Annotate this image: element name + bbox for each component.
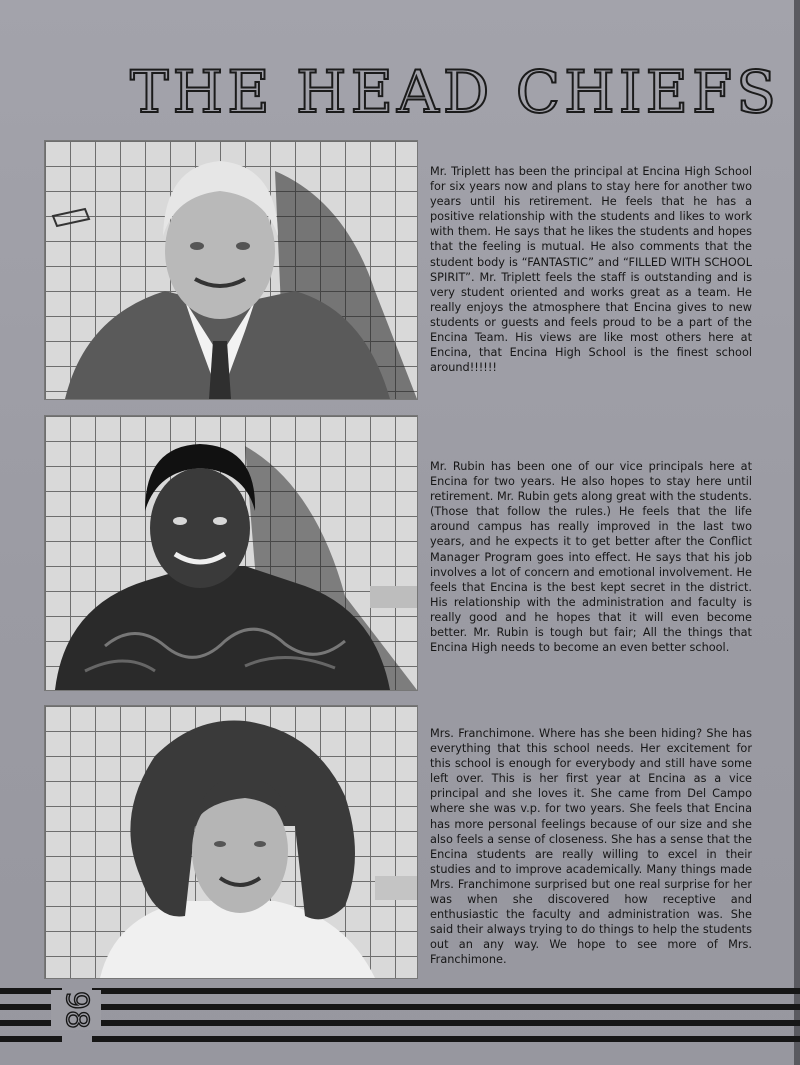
footer-stripes xyxy=(0,986,800,1046)
page-edge xyxy=(794,0,800,1065)
photo-principal xyxy=(44,140,418,400)
stripe xyxy=(92,988,800,994)
page-title: THE HEAD CHIEFS xyxy=(130,58,780,126)
stripe xyxy=(92,1020,800,1026)
photo-vice-principal-2 xyxy=(44,705,418,979)
portrait-vice-principal-2 xyxy=(45,706,417,978)
portrait-principal xyxy=(45,141,417,399)
stripe xyxy=(0,1036,62,1042)
page-number: 98 xyxy=(51,990,101,1030)
bio-principal: Mr. Triplett has been the principal at Encina High School for six years now and plans to stay here for another two years until his retirement. He feels that he has a positive relationship with the students and likes to work with them. He says that he likes the students and hopes that the feeling is mutual. He also comments that the student body is “FANTASTIC” and “FILLED WITH SCHOOL SPIRIT”. Mr. Triplett feels the staff is outstanding and is very student oriented and works great as a team. He really enjoys the atmosphere that Encina gives to new students or guests and feels proud to be a part of the Encina Team. His views are like most others here at Encina, that Encina High School is the finest school around!!!!!! xyxy=(430,165,752,375)
bio-vice-principal-2: Mrs. Franchimone. Where has she been hiding? She has everything that this school needs. Her excitement for this school is enough for everybody and still have some left over. This is her first year at Encina as a vice principal and she loves it. She came from Del Campo where she was v.p. for two years. She feels that Encina has more personal feelings because of our size and she also feels a sense of closeness. She has a sense that the Encina students are really willing to excel in their studies and to improve academically. Many things made Mrs. Franchimone surprised but one real surprise for her was when she discovered how receptive and enthusiastic the faculty and administration was. She said their always trying to do things to help the students out an any way. We hope to see more of Mrs. Franchimone. xyxy=(430,727,752,967)
portrait-vice-principal xyxy=(45,416,417,690)
bio-vice-principal: Mr. Rubin has been one of our vice principals here at Encina for two years. He also hopes to stay here until retirement. Mr. Rubin gets along great with the students. (Those that follow the rules.) He feels that the life around campus has really improved in the last two years, and he expects it to get better after the Conflict Manager Program goes into effect. He says that his job involves a lot of concern and emotional involvement. He feels that Encina is the best kept secret in the district. His relationship with the administration and faculty is really good and he hopes that it will even become better. Mr. Rubin is tough but fair; All the things that Encina High needs to become an even better school. xyxy=(430,460,752,655)
stripe xyxy=(92,1036,800,1042)
photo-vice-principal xyxy=(44,415,418,691)
stripe xyxy=(92,1004,800,1010)
